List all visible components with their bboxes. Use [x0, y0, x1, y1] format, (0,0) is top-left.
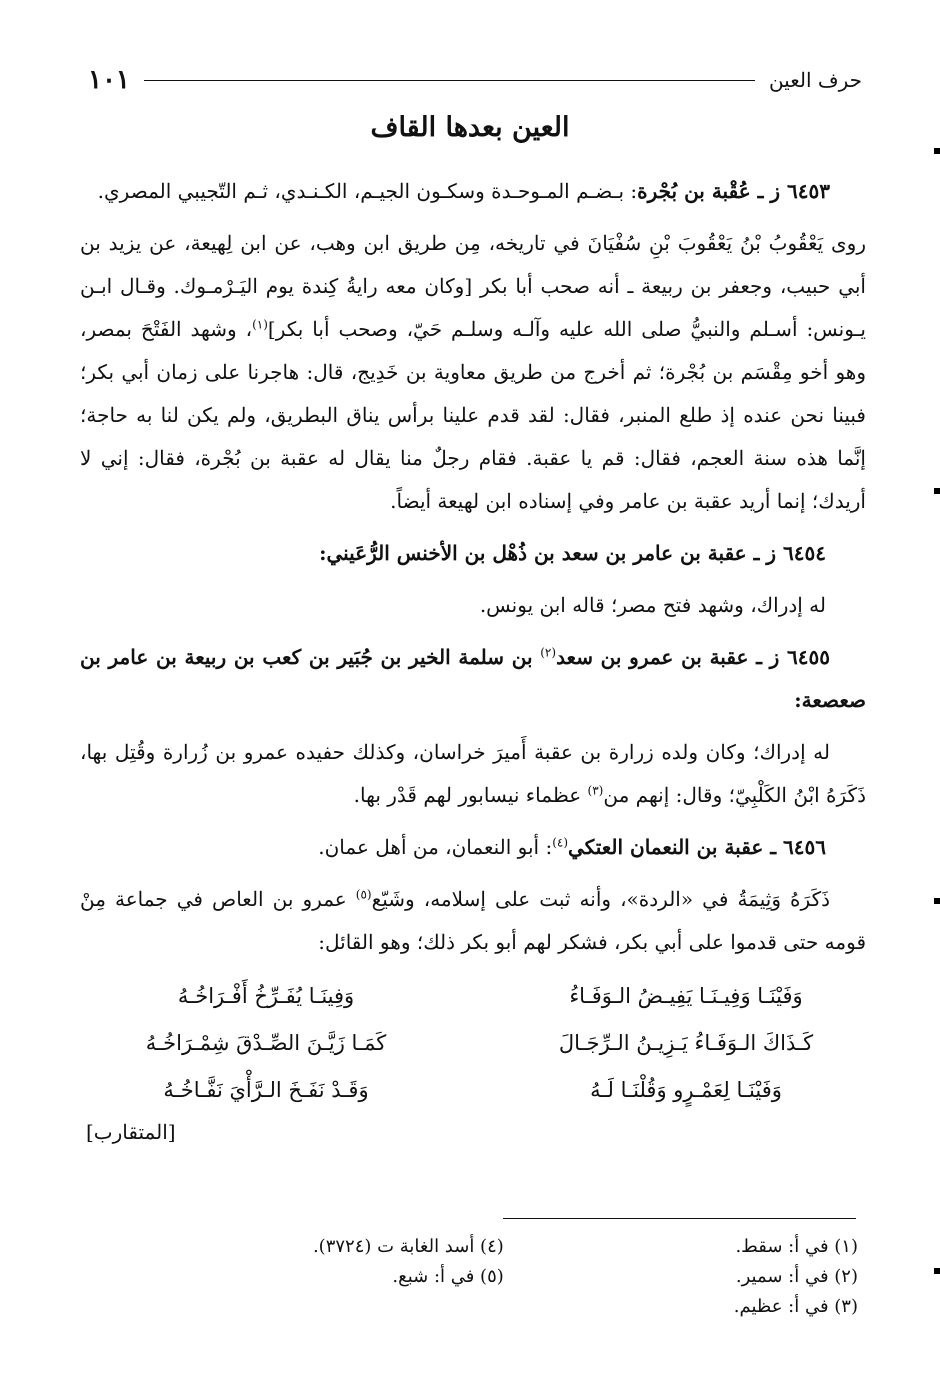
poem-hemistich-second: وَقَـدْ نَفَـخَ الـرَّأْيَ نَفَّـاخُـهُ [163, 1078, 369, 1102]
footnote-rule [503, 1218, 856, 1219]
poem-hemistich-second: وَفِينَـا يُفَـرِّخُ أَفْـرَاخُـهُ [177, 984, 355, 1008]
poem-verse [86, 973, 866, 1020]
margin-tick-mark [934, 148, 940, 154]
section-title: العين بعدها القاف [370, 112, 570, 143]
entry-6454-text: له إدراك، وشهد فتح مصر؛ قاله ابن يونس. [479, 593, 826, 617]
footnote-5: (٥) في أ: شبع. [392, 1266, 504, 1287]
poem-verse [86, 1067, 866, 1114]
footnotes-left-column [313, 1232, 504, 1322]
footnote-ref-1: (١) [252, 317, 268, 332]
entry-6455-text-b: عظماء نيسابور لهم قَدْر بها. [353, 783, 588, 807]
entry-6456-body [80, 878, 866, 964]
header-title: حرف العين [768, 68, 862, 92]
margin-tick-mark [934, 1268, 940, 1274]
margin-tick-mark [934, 898, 940, 904]
running-header [88, 60, 862, 100]
poem-verse [86, 1020, 866, 1067]
poem-hemistich-first: وَفَيْنَـا لِعَمْـرٍو وَقُلْنَـا لَـهُ [590, 1078, 782, 1102]
footnotes [230, 1232, 858, 1322]
entry-6456 [80, 826, 866, 869]
main-text [80, 170, 866, 1150]
entry-6454 [80, 532, 866, 575]
poem [86, 973, 866, 1150]
footnote-ref-2: (٢) [540, 645, 557, 660]
entry-6455 [80, 636, 866, 722]
entry-6453 [80, 170, 866, 213]
poem-hemistich-first: وَفَيْنَـا وَفِيـنَـا يَفِيـضُ الـوَفَـاءُ [569, 984, 803, 1008]
entry-6456-head: ٦٤٥٦ ـ عقبة بن النعمان العتكي [568, 835, 826, 859]
paragraph-1-part-b: ، وشهد الفَتْحَ بمصر، وهو أخو مِقْسَم بن بُجْرة؛ ثم أخرج من طريق معاوية بن خَدِيج، قال: هاجرنا على زمان أبي بكر؛ فبينا نحن عنده إذ طلع المنبر، فقال: لقد قدم علينا برأس يناق البطريق، ولم يكن لنا به حاجة؛ إنَّما هذه سنة العجم، فقال: قم يا عقبة. فقام رجلٌ منا يقال له عقبة بن بُجْرة، فقال: إني لا أريدك؛ إنما أريد عقبة بن عامر وفي إسناده ابن لهيعة أيضاً. [80, 317, 866, 513]
margin-tick-mark [934, 488, 940, 494]
footnote-1: (١) في أ: سقط. [735, 1236, 858, 1257]
footnote-ref-3: (٣) [587, 783, 604, 798]
entry-6455-head-a: ٦٤٥٥ ز ـ عقبة بن عمرو بن سعد [556, 645, 830, 669]
entry-6455-head-b: بن سلمة الخير بن جُبَير بن كعب بن ربيعة بن عامر بن صعصعة: [80, 645, 866, 712]
entry-6453-text: : بـضـم المـوحـدة وسكـون الجيـم، الكـنـدي، ثـم التّجيبي المصري. [97, 179, 638, 203]
poem-hemistich-first: كَـذَاكَ الـوَفَـاءُ يَـزِيـنُ الـرِّجَـالَ [558, 1031, 814, 1055]
poem-hemistich-second: كَمَـا زَيَّـنَ الصِّـدْقَ شِمْـرَاخُـهُ [145, 1031, 387, 1055]
paragraph-1 [80, 222, 866, 523]
footnote-4: (٤) أسد الغابة ت (٣٧٢٤). [312, 1236, 504, 1257]
footnote-ref-5: (٥) [355, 887, 372, 902]
paragraph-1-part-a: روى يَعْقُوبُ بْنُ يَعْقُوبَ بْنِ سُفْيَانَ في تاريخه، مِن طريق ابن وهب، عن ابن لِهيعة، عن يزيد بن أبي حبيب، وجعفر بن ربيعة ـ أنه صحب أبا بكر [وكان معه رايةُ كِندة يوم اليَـرْمـوك. وقـال ابـن يـونس: أسـلم والنبيُّ صلى الله عليه وآلـه وسلـم حَيّ، وصحب أبا بكر] [80, 231, 866, 341]
poem-meter: [المتقارب] [86, 1120, 176, 1144]
footnote-ref-4: (٤) [552, 835, 569, 850]
footnote-3: (٣) في أ: عظيم. [733, 1296, 858, 1317]
entry-6456-text: : أبو النعمان، من أهل عمان. [318, 835, 553, 859]
entry-6454-head: ٦٤٥٤ ز ـ عقبة بن عامر بن سعد بن ذُهْل بن الأخنس الرُّعَيني: [319, 541, 826, 565]
footnote-2: (٢) في أ: سمير. [735, 1266, 858, 1287]
entry-6454-body [80, 584, 866, 627]
footnotes-right-column [734, 1232, 858, 1322]
entry-6453-head: ٦٤٥٣ ز ـ عُقْبة بن بُجْرة [637, 179, 830, 203]
header-rule [144, 80, 755, 81]
page-number: ١٠١ [88, 65, 130, 95]
entry-6456-para-b: عمرو بن العاص في جماعة مِنْ قومه حتى قدموا على أبي بكر، فشكر لهم أبو بكر ذلك؛ وهو القائل: [80, 887, 866, 954]
entry-6455-text-a: له إدراك؛ وكان ولده زرارة بن عقبة أَميرَ خراسان، وكذلك حفيده عمرو بن زُرارة وقُتِل بها، ذَكَرَهُ ابْنُ الكَلْبِيّ؛ وقال: إنهم من [80, 740, 866, 807]
entry-6456-para-a: ذَكَرَهُ وَثِيمَةُ في «الردة»، وأنه ثبت على إسلامه، وشَيّع [371, 887, 830, 911]
entry-6455-body [80, 731, 866, 817]
